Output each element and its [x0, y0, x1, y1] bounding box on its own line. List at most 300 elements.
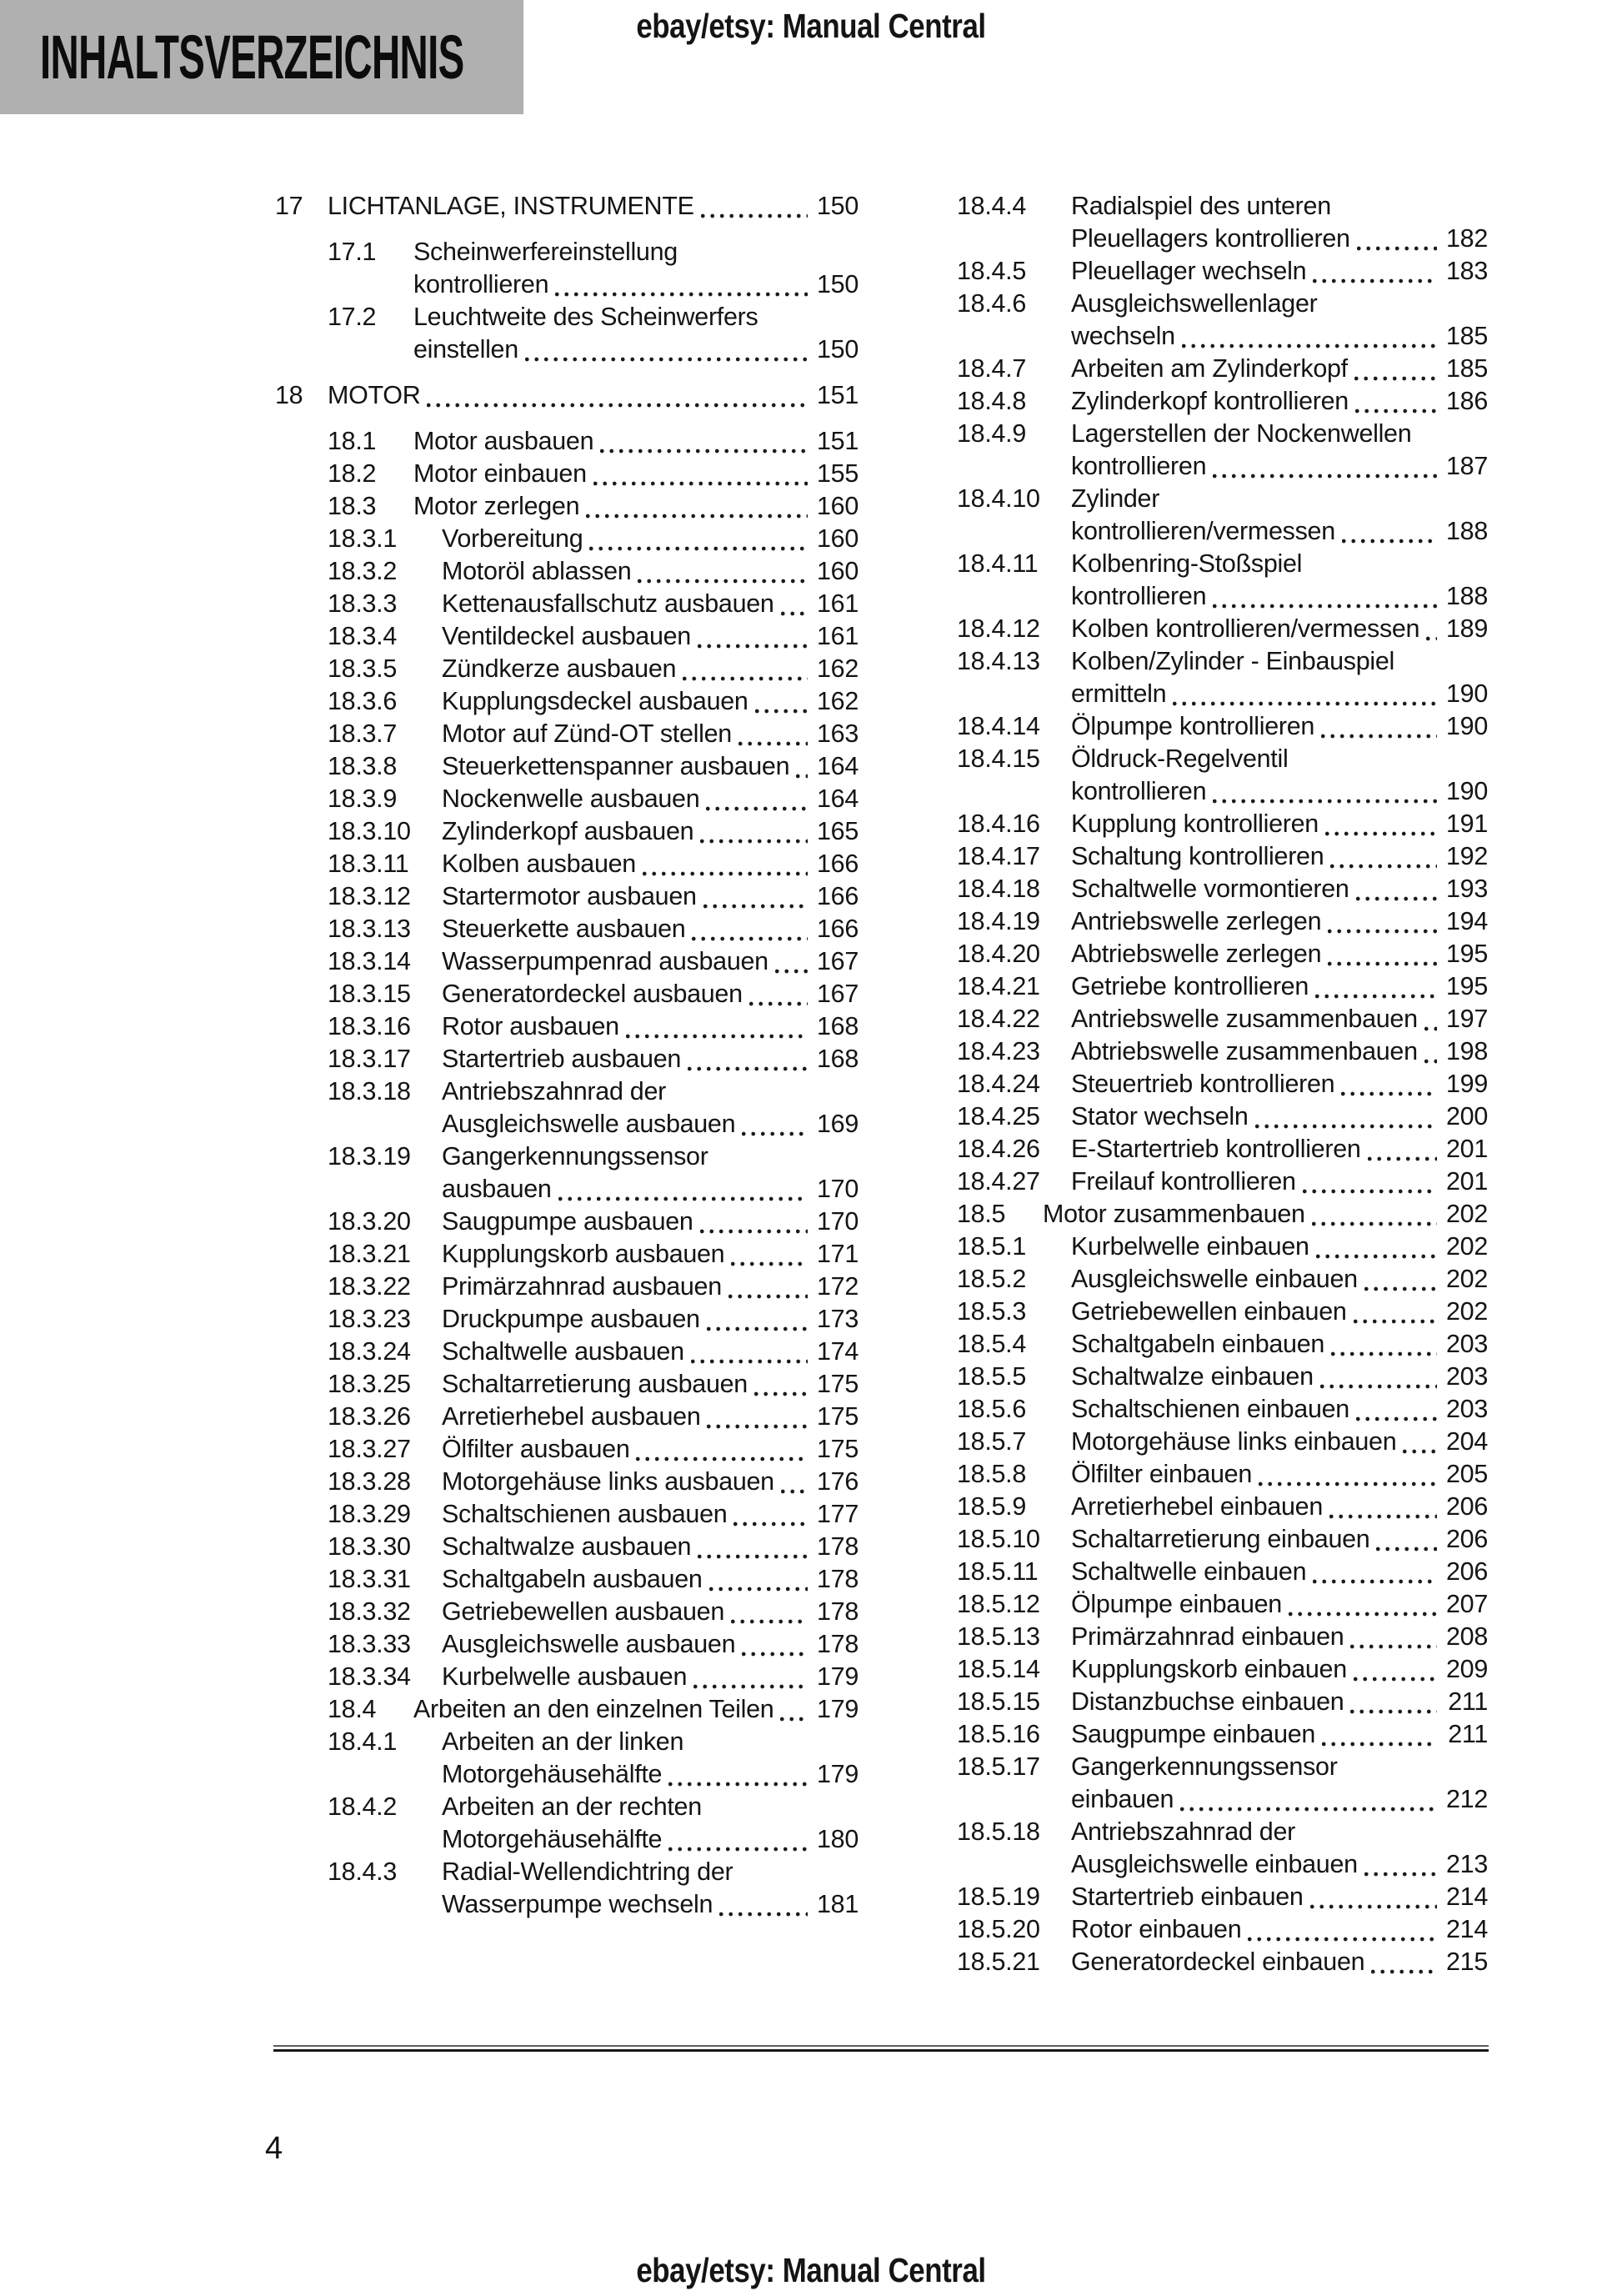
toc-entry-page: 168 — [817, 1012, 859, 1040]
toc-entry-page: 202 — [1446, 1200, 1488, 1228]
toc-entry — [957, 743, 1488, 808]
toc-entry-number: 18.5 — [957, 1200, 1006, 1228]
toc-entry — [328, 880, 859, 913]
toc-entry-label: Steuerkette ausbauen — [442, 915, 686, 943]
dot-leader — [754, 1391, 808, 1396]
dot-leader — [555, 292, 808, 297]
toc-entry-number: 17 — [275, 192, 303, 220]
toc-entry-label: Ölpumpe einbauen — [1071, 1590, 1282, 1618]
toc-entry — [328, 1206, 859, 1238]
toc-entry-label: Arbeiten am Zylinderkopf — [1071, 354, 1348, 383]
dot-leader — [589, 546, 808, 551]
toc-entry-page: 178 — [817, 1630, 859, 1658]
toc-entry-label: ermitteln — [1071, 679, 1167, 708]
toc-entry-number: 18.3.11 — [328, 850, 409, 878]
toc-entry — [328, 1628, 859, 1661]
toc-entry-label: Kupplungskorb einbauen — [1071, 1655, 1347, 1683]
dot-leader — [693, 1684, 808, 1689]
toc-entry-number: 18.3.26 — [328, 1402, 411, 1431]
toc-entry-number: 18.3.6 — [328, 687, 397, 715]
toc-entry-page: 171 — [817, 1240, 859, 1268]
toc-entry-number: 18.3.23 — [328, 1305, 411, 1333]
dot-leader — [1350, 1644, 1437, 1649]
toc-entry-label: Zylinderkopf kontrollieren — [1071, 387, 1349, 415]
toc-entry — [275, 190, 859, 223]
toc-entry-label: Rotor ausbauen — [442, 1012, 619, 1040]
toc-entry-page: 179 — [817, 1662, 859, 1691]
dot-leader — [1403, 1449, 1437, 1454]
toc-entry — [957, 1718, 1488, 1751]
toc-entry-page: 166 — [817, 915, 859, 943]
toc-entry-number: 18.3.34 — [328, 1662, 411, 1691]
toc-entry — [957, 1556, 1488, 1588]
toc-entry — [328, 1303, 859, 1336]
toc-entry-number: 18.3.14 — [328, 947, 411, 975]
toc-entry-number: 18.4.22 — [957, 1005, 1040, 1033]
toc-entry-label: Getriebewellen ausbauen — [442, 1597, 725, 1626]
toc-entry-label: Saugpumpe ausbauen — [442, 1207, 693, 1236]
toc-entry — [328, 1563, 859, 1596]
toc-entry-label: Schaltgabeln einbauen — [1071, 1330, 1325, 1358]
dot-leader — [1316, 1254, 1437, 1259]
dot-leader — [1321, 734, 1437, 739]
dot-leader — [1342, 539, 1437, 544]
toc-entry-label: Wasserpumpenrad ausbauen — [442, 947, 768, 975]
dot-leader — [593, 481, 808, 486]
toc-entry-number: 18.3.15 — [328, 980, 411, 1008]
toc-entry-label: Zündkerze ausbauen — [442, 654, 677, 683]
toc-entry — [957, 1100, 1488, 1133]
toc-entry-label: Schaltung kontrollieren — [1071, 842, 1324, 870]
toc-entry-number: 18.4.13 — [957, 647, 1040, 675]
toc-entry-page: 155 — [817, 459, 859, 488]
toc-entry-label: Kupplungsdeckel ausbauen — [442, 687, 748, 715]
toc-entry — [328, 1010, 859, 1043]
dot-leader — [1182, 343, 1437, 348]
toc-entry-page: 189 — [1446, 614, 1488, 643]
toc-entry-number: 18.3.18 — [328, 1077, 411, 1105]
dot-leader — [1356, 896, 1437, 901]
toc-entry-label: Arretierhebel ausbauen — [442, 1402, 701, 1431]
footer-rule — [273, 2045, 1489, 2052]
toc-entry-page: 182 — [1446, 224, 1488, 253]
toc-entry-label: Schaltschienen ausbauen — [442, 1500, 728, 1528]
toc-entry — [957, 418, 1488, 483]
dot-leader — [1313, 1579, 1437, 1584]
toc-entry-page: 191 — [1446, 810, 1488, 838]
toc-entry-label: Abtriebswelle zerlegen — [1071, 940, 1322, 968]
dot-leader — [731, 1261, 808, 1266]
toc-entry-number: 18.5.12 — [957, 1590, 1040, 1618]
toc-entry — [328, 1238, 859, 1271]
dot-leader — [731, 1619, 808, 1624]
toc-entry-page: 162 — [817, 687, 859, 715]
toc-entry-number: 18.4.17 — [957, 842, 1040, 870]
dot-leader — [636, 1456, 808, 1461]
toc-entry-label: Schaltwelle einbauen — [1071, 1557, 1307, 1586]
dot-leader — [525, 357, 808, 362]
toc-entry-label: Motorgehäusehälfte — [442, 1760, 663, 1788]
toc-entry-label: Getriebewellen einbauen — [1071, 1297, 1347, 1326]
dot-leader — [1354, 1319, 1437, 1324]
toc-entry-page: 169 — [817, 1110, 859, 1138]
toc-entry-page: 205 — [1446, 1460, 1488, 1488]
dot-leader — [1354, 1677, 1437, 1682]
dot-leader — [1355, 409, 1437, 414]
dot-leader — [728, 1294, 808, 1299]
dot-leader — [1328, 929, 1437, 934]
dot-leader — [1289, 1612, 1437, 1617]
toc-entry-number: 17.2 — [328, 303, 377, 331]
toc-entry-label: Startermotor ausbauen — [442, 882, 697, 910]
toc-entry-number: 18.5.21 — [957, 1948, 1040, 1976]
toc-entry-page: 202 — [1446, 1232, 1488, 1261]
toc-entry-label: Schaltwelle ausbauen — [442, 1337, 684, 1366]
toc-entry-label: Motor zusammenbauen — [1043, 1200, 1305, 1228]
dot-leader — [775, 969, 808, 974]
toc-entry-label: Motoröl ablassen — [442, 557, 632, 585]
toc-entry — [957, 288, 1488, 353]
toc-entry-label: ausbauen — [442, 1175, 552, 1203]
toc-entry-number: 18.5.4 — [957, 1330, 1026, 1358]
dot-leader — [668, 1782, 808, 1787]
toc-entry — [957, 483, 1488, 548]
dot-leader — [638, 579, 808, 584]
toc-entry-page: 150 — [817, 270, 859, 298]
toc-entry-label: Freilauf kontrollieren — [1071, 1167, 1296, 1196]
toc-entry-label: Vorbereitung — [442, 524, 583, 553]
toc-entry-label: Rotor einbauen — [1071, 1915, 1242, 1943]
toc-entry-number: 18.4.8 — [957, 387, 1026, 415]
header-brand-text: ebay/etsy: Manual Central — [636, 7, 986, 45]
toc-entry-label: Kupplung kontrollieren — [1071, 810, 1319, 838]
toc-entry-label: Ventildeckel ausbauen — [442, 622, 691, 650]
toc-entry-number: 18.3.31 — [328, 1565, 411, 1593]
dot-leader — [1213, 474, 1437, 479]
toc-entry — [957, 970, 1488, 1003]
toc-entry — [957, 1946, 1488, 1978]
toc-entry-page: 214 — [1446, 1915, 1488, 1943]
toc-entry-label: Generatordeckel einbauen — [1071, 1948, 1365, 1976]
toc-entry-page: 203 — [1446, 1330, 1488, 1358]
dot-leader — [698, 644, 808, 649]
toc-entry-page: 195 — [1446, 940, 1488, 968]
toc-entry-label: Motor ausbauen — [413, 427, 594, 455]
toc-entry-number: 18.5.7 — [957, 1427, 1026, 1456]
toc-entry-page: 188 — [1446, 517, 1488, 545]
toc-entry — [957, 1686, 1488, 1718]
dot-leader — [719, 1912, 808, 1917]
toc-entry-label: kontrollieren — [1071, 777, 1207, 805]
toc-entry-label: Getriebe kontrollieren — [1071, 972, 1309, 1000]
dot-leader — [1330, 864, 1437, 869]
dot-leader — [700, 839, 808, 844]
toc-entry — [957, 1751, 1488, 1816]
dot-leader — [1322, 1742, 1437, 1747]
toc-entry — [957, 1913, 1488, 1946]
toc-entry-page: 165 — [817, 817, 859, 845]
toc-entry-page: 160 — [817, 492, 859, 520]
toc-entry-number: 18.4.16 — [957, 810, 1040, 838]
toc-entry-label: Zylinder — [1071, 484, 1160, 513]
toc-entry — [957, 645, 1488, 710]
toc-entry — [328, 425, 859, 458]
toc-entry — [328, 1336, 859, 1368]
dot-leader — [1371, 1969, 1437, 1974]
toc-entry — [328, 1661, 859, 1693]
toc-entry-page: 195 — [1446, 972, 1488, 1000]
toc-entry — [957, 385, 1488, 418]
toc-entry-page: 179 — [817, 1695, 859, 1723]
dot-leader — [643, 871, 808, 876]
toc-entry-number: 18.3.32 — [328, 1597, 411, 1626]
toc-entry-number: 18.5.2 — [957, 1265, 1026, 1293]
toc-entry-label: Zylinderkopf ausbauen — [442, 817, 694, 845]
toc-entry-number: 18.4.7 — [957, 354, 1026, 383]
toc-entry-number: 18.3.24 — [328, 1337, 411, 1366]
toc-entry-label: MOTOR — [328, 381, 421, 409]
toc-entry-page: 172 — [817, 1272, 859, 1301]
toc-entry-page: 194 — [1446, 907, 1488, 935]
toc-entry — [957, 353, 1488, 385]
toc-entry — [328, 458, 859, 490]
toc-entry-number: 18.4.2 — [328, 1792, 397, 1821]
toc-entry-page: 209 — [1446, 1655, 1488, 1683]
toc-entry-number: 18.4.18 — [957, 875, 1040, 903]
toc-entry-number: 18.3.3 — [328, 589, 397, 618]
toc-entry-label: Schaltgabeln ausbauen — [442, 1565, 703, 1593]
dot-leader — [691, 1359, 808, 1364]
toc-entry-label: Arretierhebel einbauen — [1071, 1492, 1324, 1521]
dot-leader — [749, 1001, 808, 1006]
toc-entry — [957, 1003, 1488, 1035]
toc-entry-number: 18.3.13 — [328, 915, 411, 943]
dot-leader — [558, 1196, 808, 1201]
dot-leader — [1354, 376, 1437, 381]
dot-leader — [1313, 278, 1437, 283]
toc-right-column — [957, 190, 1488, 1978]
dot-leader — [701, 213, 808, 218]
toc-entry-page: 190 — [1446, 712, 1488, 740]
dot-leader — [1325, 831, 1437, 836]
toc-entry — [957, 1198, 1488, 1231]
toc-entry-page: 151 — [817, 381, 859, 409]
toc-entry-number: 18.5.20 — [957, 1915, 1040, 1943]
dot-leader — [709, 1587, 808, 1592]
toc-entry — [957, 1588, 1488, 1621]
toc-entry — [328, 523, 859, 555]
toc-entry-number: 18.3.19 — [328, 1142, 411, 1171]
toc-entry-number: 18.5.17 — [957, 1752, 1040, 1781]
toc-entry-label: Motorgehäusehälfte — [442, 1825, 663, 1853]
dot-leader — [781, 1489, 808, 1494]
dot-leader — [706, 806, 808, 811]
toc-entry-page: 178 — [817, 1565, 859, 1593]
toc-entry-page: 197 — [1446, 1005, 1488, 1033]
toc-entry-page: 166 — [817, 882, 859, 910]
dot-leader — [1357, 246, 1437, 251]
toc-entry-label: Primärzahnrad einbauen — [1071, 1622, 1344, 1651]
toc-entry — [957, 1523, 1488, 1556]
toc-entry-label: Kurbelwelle ausbauen — [442, 1662, 688, 1691]
toc-entry-label: Antriebszahnrad der — [1071, 1817, 1295, 1846]
toc-entry-number: 18.4.1 — [328, 1727, 397, 1756]
toc-entry-page: 211 — [1448, 1687, 1488, 1716]
toc-entry — [328, 685, 859, 718]
toc-entry — [328, 1856, 859, 1921]
toc-entry-number: 18.4.10 — [957, 484, 1040, 513]
toc-entry-page: 208 — [1446, 1622, 1488, 1651]
toc-entry-label: LICHTANLAGE, INSTRUMENTE — [328, 192, 694, 220]
toc-entry-label: Lagerstellen der Nockenwellen — [1071, 419, 1412, 448]
page-number: 4 — [265, 2131, 283, 2166]
toc-entry-label: Kolben ausbauen — [442, 850, 636, 878]
toc-entry-number: 18.3.22 — [328, 1272, 411, 1301]
toc-left-column — [275, 190, 859, 1921]
toc-entry — [957, 1068, 1488, 1100]
dot-leader — [1426, 636, 1437, 641]
toc-entry-page: 167 — [817, 980, 859, 1008]
toc-entry — [328, 1401, 859, 1433]
toc-entry — [328, 750, 859, 783]
toc-entry-page: 178 — [817, 1597, 859, 1626]
toc-entry — [957, 1816, 1488, 1881]
toc-entry-page: 181 — [817, 1890, 859, 1918]
toc-entry-label: kontrollieren — [1071, 582, 1207, 610]
toc-entry-label: Schaltarretierung ausbauen — [442, 1370, 748, 1398]
dot-leader — [1329, 1514, 1437, 1519]
toc-entry-page: 163 — [817, 719, 859, 748]
dot-leader — [703, 904, 808, 909]
toc-entry-number: 18.4.15 — [957, 744, 1040, 773]
toc-entry-page: 187 — [1446, 452, 1488, 480]
dot-leader — [1180, 1807, 1437, 1812]
toc-entry-page: 183 — [1446, 257, 1488, 285]
toc-entry-label: Schaltwalze einbauen — [1071, 1362, 1314, 1391]
toc-entry-page: 214 — [1446, 1882, 1488, 1911]
dot-leader — [1356, 1416, 1437, 1421]
toc-entry-label: Schaltarretierung einbauen — [1071, 1525, 1370, 1553]
toc-entry-label: Radialspiel des unteren — [1071, 192, 1331, 220]
toc-entry-page: 203 — [1446, 1395, 1488, 1423]
toc-entry-page: 185 — [1446, 354, 1488, 383]
toc-entry — [957, 938, 1488, 970]
toc-entry — [957, 1361, 1488, 1393]
dot-leader — [1310, 1904, 1437, 1909]
toc-entry-page: 202 — [1446, 1265, 1488, 1293]
toc-entry-number: 18.5.5 — [957, 1362, 1026, 1391]
toc-entry — [957, 710, 1488, 743]
toc-entry-label: Startertrieb einbauen — [1071, 1882, 1304, 1911]
toc-entry-label: Abtriebswelle zusammenbauen — [1071, 1037, 1418, 1065]
dot-leader — [668, 1847, 808, 1852]
toc-entry-number: 18.3.20 — [328, 1207, 411, 1236]
toc-entry-number: 18.3.16 — [328, 1012, 411, 1040]
toc-entry — [957, 873, 1488, 905]
toc-entry-label: kontrollieren — [413, 270, 549, 298]
toc-entry-number: 18.4.9 — [957, 419, 1026, 448]
dot-leader — [1255, 1124, 1438, 1129]
toc-entry-label: wechseln — [1071, 322, 1175, 350]
dot-leader — [688, 1066, 808, 1071]
footer-brand-text: ebay/etsy: Manual Central — [636, 2251, 986, 2289]
toc-entry — [328, 718, 859, 750]
toc-entry — [957, 808, 1488, 840]
toc-entry — [328, 1368, 859, 1401]
dot-leader — [742, 1131, 808, 1136]
toc-entry — [957, 1393, 1488, 1426]
toc-entry-number: 18.5.13 — [957, 1622, 1040, 1651]
toc-entry — [957, 1133, 1488, 1166]
toc-entry-number: 18.3.33 — [328, 1630, 411, 1658]
toc-entry-label: Schaltwelle vormontieren — [1071, 875, 1349, 903]
dot-leader — [1424, 1059, 1437, 1064]
toc-entry-label: kontrollieren/vermessen — [1071, 517, 1335, 545]
dot-leader — [1364, 1286, 1437, 1291]
toc-entry-number: 18.4.12 — [957, 614, 1040, 643]
toc-entry — [328, 1726, 859, 1791]
page-title: INHALTSVERZEICHNIS — [40, 23, 464, 92]
toc-entry-label: Ausgleichswelle einbauen — [1071, 1850, 1358, 1878]
toc-entry-page: 204 — [1446, 1427, 1488, 1456]
toc-entry-page: 151 — [817, 427, 859, 455]
toc-entry-number: 18.3.2 — [328, 557, 397, 585]
toc-entry-number: 18.4.23 — [957, 1037, 1040, 1065]
toc-entry-page: 213 — [1446, 1850, 1488, 1878]
toc-entry — [957, 1035, 1488, 1068]
toc-entry-label: E-Startertrieb kontrollieren — [1071, 1135, 1361, 1163]
toc-entry — [328, 783, 859, 815]
toc-entry-page: 176 — [817, 1467, 859, 1496]
dot-leader — [1424, 1026, 1437, 1031]
toc-entry-page: 201 — [1446, 1135, 1488, 1163]
toc-entry-label: Ausgleichswelle einbauen — [1071, 1265, 1358, 1293]
toc-entry-label: Motorgehäuse links ausbauen — [442, 1467, 774, 1496]
toc-entry — [957, 548, 1488, 613]
dot-leader — [1364, 1872, 1437, 1877]
toc-entry-page: 175 — [817, 1402, 859, 1431]
toc-entry-number: 18.5.11 — [957, 1557, 1039, 1586]
toc-entry-label: Kolben kontrollieren/vermessen — [1071, 614, 1420, 643]
toc-entry-page: 188 — [1446, 582, 1488, 610]
toc-entry-number: 18.2 — [328, 459, 377, 488]
toc-entry — [957, 1458, 1488, 1491]
toc-entry — [275, 379, 859, 412]
dot-leader — [427, 403, 808, 408]
toc-entry-label: Nockenwelle ausbauen — [442, 785, 700, 813]
toc-entry-page: 162 — [817, 654, 859, 683]
toc-entry-label: Motor auf Zünd-OT stellen — [442, 719, 732, 748]
toc-entry-number: 18.3.30 — [328, 1532, 411, 1561]
dot-leader — [780, 1717, 808, 1722]
toc-entry-page: 178 — [817, 1532, 859, 1561]
dot-leader — [1331, 1351, 1437, 1356]
toc-entry-label: Kurbelwelle einbauen — [1071, 1232, 1309, 1261]
toc-entry — [957, 1621, 1488, 1653]
toc-entry-label: Startertrieb ausbauen — [442, 1045, 682, 1073]
toc-entry-page: 179 — [817, 1760, 859, 1788]
dot-leader — [1303, 1189, 1437, 1194]
toc-entry-number: 18.5.15 — [957, 1687, 1040, 1716]
dot-leader — [707, 1326, 808, 1331]
dot-leader — [586, 514, 808, 519]
toc-entry-number: 18.3.17 — [328, 1045, 411, 1073]
toc-entry-number: 18.4.24 — [957, 1070, 1040, 1098]
dot-leader — [600, 449, 808, 454]
toc-entry-number: 18.3.25 — [328, 1370, 411, 1398]
dot-leader — [692, 936, 808, 941]
toc-entry-number: 18.3 — [328, 492, 377, 520]
